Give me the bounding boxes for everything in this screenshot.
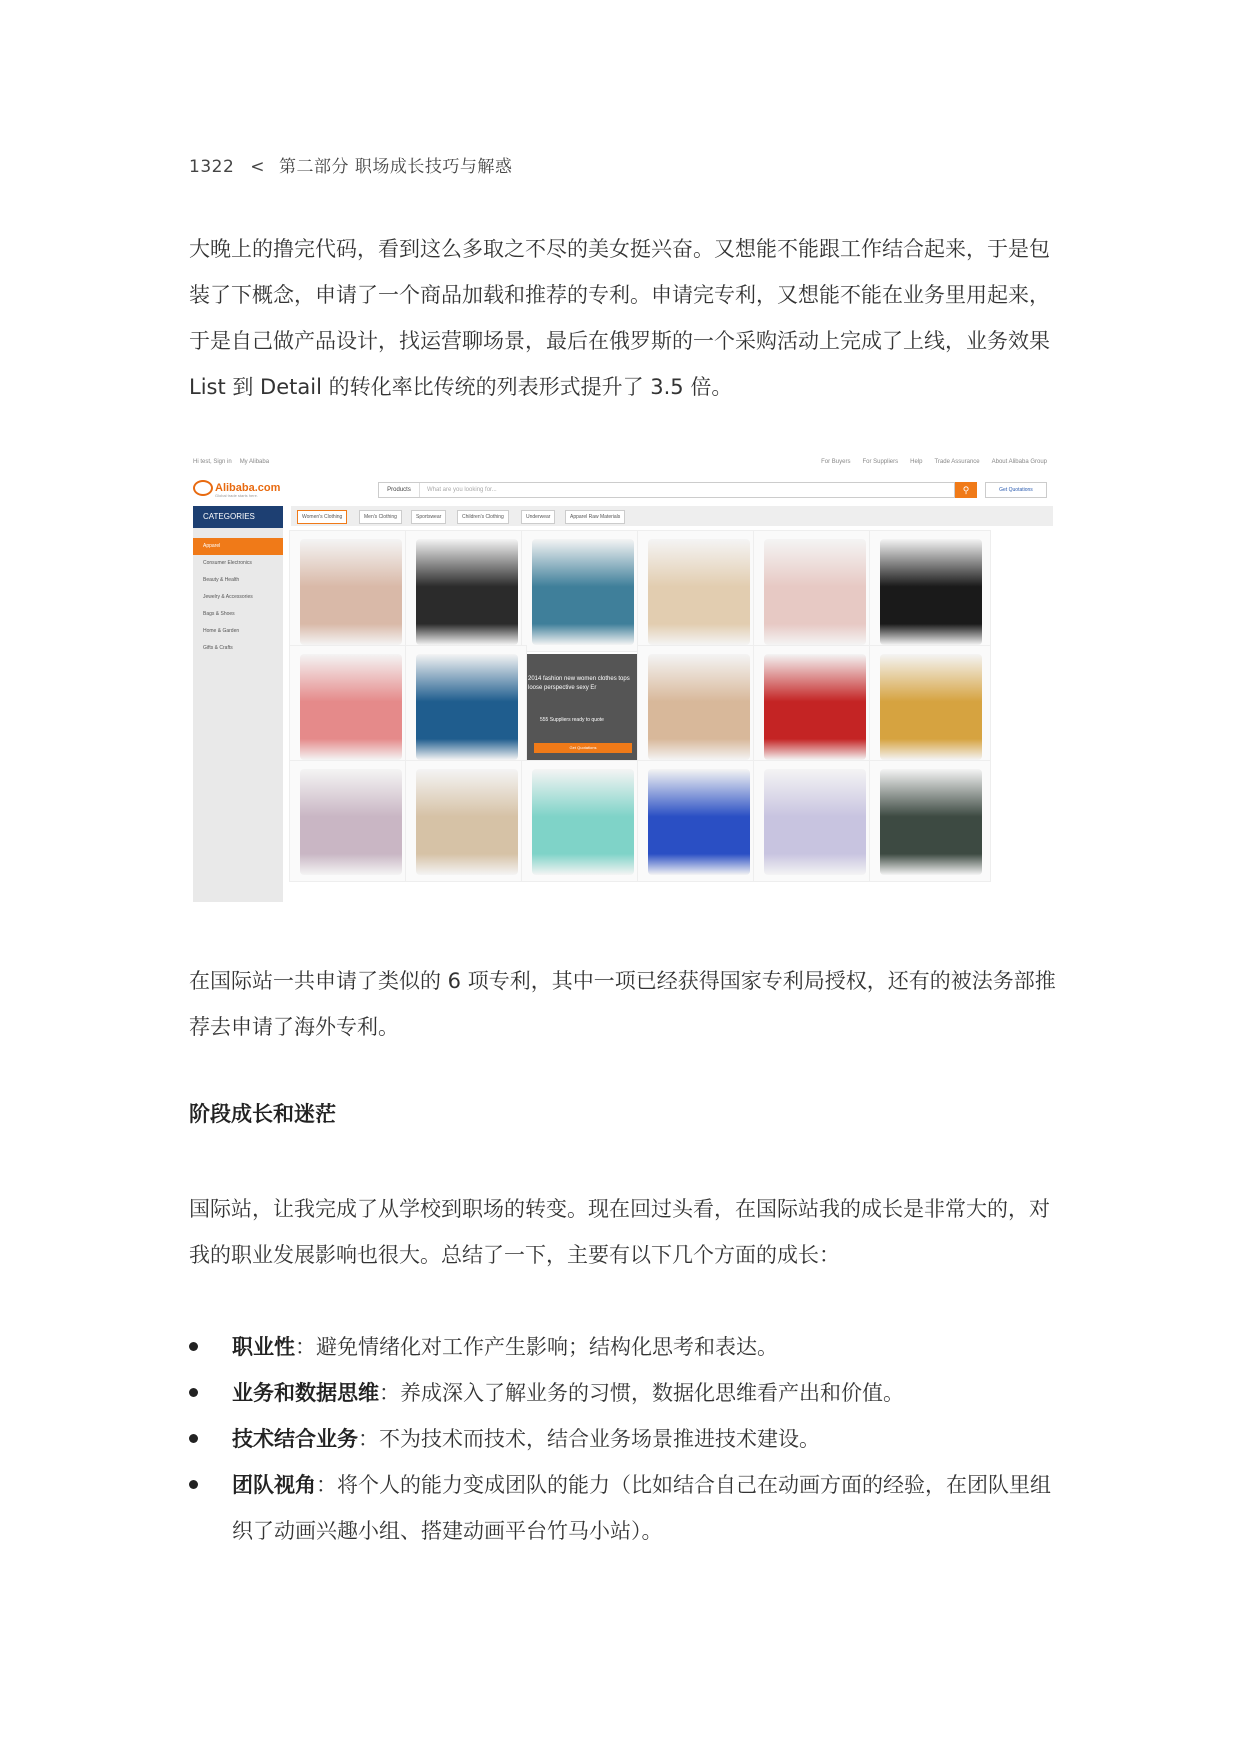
product-card[interactable] <box>637 645 759 767</box>
trade-assurance-link[interactable]: Trade Assurance <box>934 459 980 465</box>
product-image <box>648 769 750 875</box>
tab-apparel-raw-materials[interactable]: Apparel Raw Materials <box>565 510 625 524</box>
product-card[interactable] <box>289 645 411 767</box>
for-suppliers-link[interactable]: For Suppliers <box>862 459 899 465</box>
product-image <box>764 539 866 645</box>
product-card[interactable] <box>869 645 991 767</box>
growth-list <box>189 1324 1059 1554</box>
product-card[interactable] <box>405 530 527 652</box>
bullet-term: 团队视角 <box>232 1473 316 1497</box>
product-grid <box>289 530 1053 902</box>
bullet-icon <box>189 1434 198 1443</box>
search-icon: ⚲ <box>962 485 970 495</box>
tab-sportswear[interactable]: Sportswear <box>411 510 446 524</box>
tab-childrens-clothing[interactable]: Children's Clothing <box>457 510 509 524</box>
paragraph-growth: 国际站，让我完成了从学校到职场的转变。现在回过头看，在国际站我的成长是非常大的，对我的职业发展影响也很大。总结了一下，主要有以下几个方面的成长： <box>189 1197 1050 1267</box>
list-item <box>189 1416 1059 1462</box>
get-quotations-button[interactable]: Get Quotations <box>985 482 1047 498</box>
categories-title: CATEGORIES <box>193 506 283 528</box>
product-card[interactable] <box>405 760 527 882</box>
product-card[interactable] <box>869 760 991 882</box>
bullet-icon <box>189 1480 198 1489</box>
product-image <box>532 539 634 645</box>
promo-suppliers: 555 Suppliers ready to quote <box>540 717 604 723</box>
product-image <box>300 539 402 645</box>
product-card[interactable] <box>869 530 991 652</box>
list-item <box>189 1324 1059 1370</box>
top-bar <box>193 456 1053 470</box>
category-jewelry[interactable]: Jewelry & Accessories <box>203 594 253 600</box>
help-link[interactable]: Help <box>910 459 923 465</box>
subcategory-tabs <box>291 506 1053 526</box>
promo-get-quotations-button[interactable]: Get Quotations <box>534 743 632 753</box>
search-category-select[interactable]: Products <box>379 483 420 497</box>
product-card[interactable] <box>753 530 875 652</box>
category-apparel[interactable]: Apparel <box>193 538 283 555</box>
bullet-term: 业务和数据思维 <box>232 1381 379 1405</box>
bullet-icon <box>189 1388 198 1397</box>
paragraph-patents: 在国际站一共申请了类似的 6 项专利，其中一项已经获得国家专利局授权，还有的被法务部推荐去申请了海外专利。 <box>189 969 1056 1039</box>
product-image <box>416 654 518 760</box>
product-image <box>880 769 982 875</box>
bullet-text: ：养成深入了解业务的习惯，数据化思维看产出和价值。 <box>379 1381 904 1405</box>
header-separator: < <box>250 157 266 177</box>
category-home-garden[interactable]: Home & Garden <box>203 628 240 634</box>
product-image <box>300 654 402 760</box>
category-gifts-crafts[interactable]: Gifts & Crafts <box>203 645 233 651</box>
logo-tagline: Global trade starts here. <box>215 493 258 498</box>
tab-underwear[interactable]: Underwear <box>521 510 555 524</box>
tab-mens-clothing[interactable]: Men's Clothing <box>359 510 402 524</box>
promo-text: 2014 fashion new women clothes tops loose perspective sexy Er <box>528 676 630 691</box>
about-link[interactable]: About Alibaba Group <box>991 459 1047 465</box>
product-image <box>764 769 866 875</box>
sign-in-link[interactable]: Hi test, Sign in <box>193 459 232 465</box>
part-label: 第二部分 <box>279 157 350 177</box>
list-item <box>189 1370 1059 1416</box>
tab-womens-clothing[interactable]: Women's Clothing <box>297 510 347 524</box>
product-card[interactable] <box>637 760 759 882</box>
promo-card[interactable] <box>521 654 643 776</box>
product-image <box>880 539 982 645</box>
categories-sidebar <box>193 506 283 902</box>
category-consumer-electronics[interactable]: Consumer Electronics <box>203 560 252 566</box>
search-bar[interactable] <box>378 482 955 498</box>
bullet-term: 技术结合业务 <box>232 1427 358 1451</box>
section-title: 阶段成长和迷茫 <box>189 1102 336 1126</box>
bullet-icon <box>189 1342 198 1351</box>
product-card[interactable] <box>637 530 759 652</box>
logo-text: Alibaba.com <box>215 481 281 494</box>
paragraph-intro: 大晚上的撸完代码，看到这么多取之不尽的美女挺兴奋。又想能不能跟工作结合起来，于是包装了下概念，申请了一个商品加载和推荐的专利。申请完专利，又想能不能在业务里用起来，于是自己做产品设计，找运营聊场景，最后在俄罗斯的一个采购活动上完成了上线，业务效果 List 到 Detail 的转化率比传统的列表形式提升了 3.5 倍。 <box>189 237 1050 399</box>
my-alibaba-link[interactable]: My Alibaba <box>239 459 270 465</box>
category-beauty-health[interactable]: Beauty & Health <box>203 577 240 583</box>
bullet-text: ：将个人的能力变成团队的能力（比如结合自己在动画方面的经验，在团队里组织了动画兴趣小组、搭建动画平台竹马小站）。 <box>232 1473 1051 1543</box>
bullet-text: ：不为技术而技术，结合业务场景推进技术建设。 <box>358 1427 820 1451</box>
product-image <box>300 769 402 875</box>
product-card[interactable] <box>289 760 411 882</box>
logo-mark-icon <box>193 480 213 496</box>
product-card[interactable] <box>521 760 643 882</box>
bullet-term: 职业性 <box>232 1335 295 1359</box>
product-image <box>416 539 518 645</box>
product-image <box>764 654 866 760</box>
bullet-text: ：避免情绪化对工作产生影响；结构化思考和表达。 <box>295 1335 778 1359</box>
product-image <box>532 769 634 875</box>
for-buyers-link[interactable]: For Buyers <box>821 459 851 465</box>
page-number: 1322 <box>189 157 235 177</box>
search-button[interactable] <box>955 482 977 498</box>
list-item <box>189 1462 1059 1554</box>
category-bags-shoes[interactable]: Bags & Shoes <box>203 611 235 617</box>
search-input[interactable]: What are you looking for... <box>427 487 497 493</box>
product-image <box>648 654 750 760</box>
section-label: 职场成长技巧与解惑 <box>354 157 513 177</box>
product-image <box>880 654 982 760</box>
product-card[interactable] <box>753 645 875 767</box>
product-card[interactable] <box>753 760 875 882</box>
product-card[interactable] <box>289 530 411 652</box>
product-card[interactable] <box>405 645 527 767</box>
alibaba-logo[interactable] <box>193 480 283 500</box>
product-image <box>416 769 518 875</box>
product-image <box>648 539 750 645</box>
product-card[interactable] <box>521 530 643 652</box>
alibaba-screenshot <box>193 456 1053 902</box>
page-header <box>189 152 512 177</box>
